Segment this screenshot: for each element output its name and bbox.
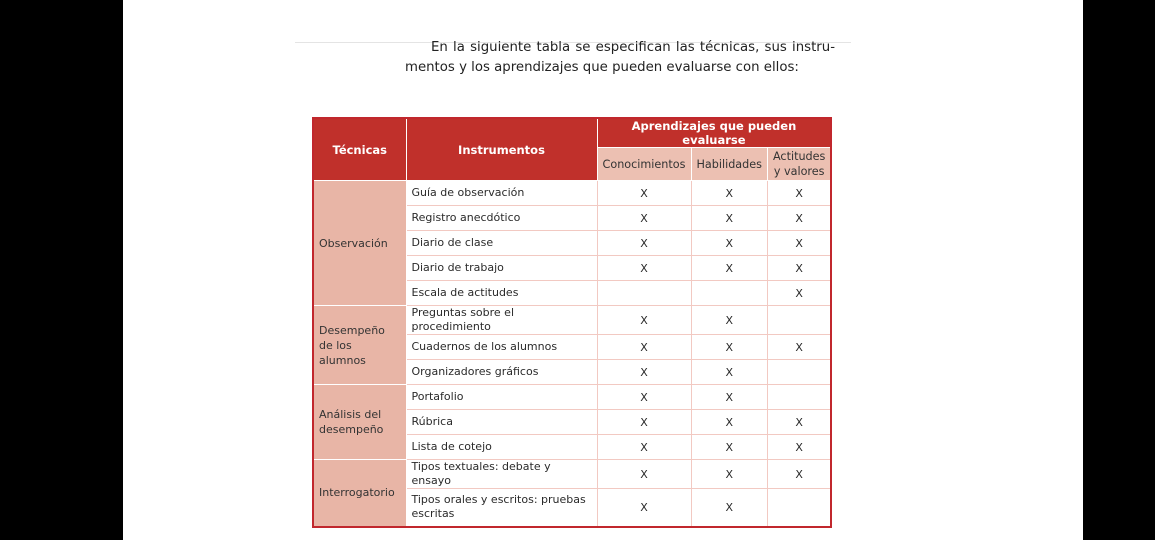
instrument-cell: Escala de actitudes	[406, 281, 597, 306]
attitudes-mark: X	[767, 256, 831, 281]
attitudes-mark: X	[767, 410, 831, 435]
knowledge-mark: X	[597, 231, 691, 256]
attitudes-mark: X	[767, 206, 831, 231]
attitudes-mark: X	[767, 281, 831, 306]
instrument-cell: Portafolio	[406, 385, 597, 410]
instrument-cell: Registro anecdótico	[406, 206, 597, 231]
attitudes-mark	[767, 489, 831, 527]
instrument-cell: Preguntas sobre el procedimiento	[406, 306, 597, 335]
skills-mark: X	[691, 206, 767, 231]
attitudes-mark: X	[767, 231, 831, 256]
skills-mark: X	[691, 231, 767, 256]
attitudes-mark	[767, 306, 831, 335]
instrument-cell: Lista de cotejo	[406, 435, 597, 460]
knowledge-mark: X	[597, 435, 691, 460]
header-attitudes: Actitudes y valores	[767, 148, 831, 181]
knowledge-mark: X	[597, 256, 691, 281]
knowledge-mark: X	[597, 410, 691, 435]
attitudes-mark: X	[767, 181, 831, 206]
skills-mark: X	[691, 410, 767, 435]
table-row	[313, 306, 831, 335]
knowledge-mark: X	[597, 360, 691, 385]
table-row	[313, 385, 831, 410]
table-row	[313, 460, 831, 489]
instrument-cell: Diario de trabajo	[406, 256, 597, 281]
intro-paragraph	[405, 38, 835, 78]
knowledge-mark: X	[597, 206, 691, 231]
skills-mark: X	[691, 435, 767, 460]
technique-cell: Análisis del desempeño	[313, 385, 406, 460]
attitudes-mark	[767, 385, 831, 410]
table-body	[313, 181, 831, 527]
skills-mark: X	[691, 181, 767, 206]
knowledge-mark: X	[597, 460, 691, 489]
intro-line-1: En la siguiente tabla se especifican las técnicas, sus instru-	[431, 40, 835, 55]
instrument-cell: Organizadores gráficos	[406, 360, 597, 385]
instrument-cell: Guía de observación	[406, 181, 597, 206]
technique-cell: Observación	[313, 181, 406, 306]
knowledge-mark: X	[597, 335, 691, 360]
skills-mark: X	[691, 335, 767, 360]
skills-mark: X	[691, 306, 767, 335]
instrument-cell: Cuadernos de los alumnos	[406, 335, 597, 360]
skills-mark: X	[691, 360, 767, 385]
skills-mark: X	[691, 489, 767, 527]
header-techniques: Técnicas	[313, 118, 406, 181]
skills-mark	[691, 281, 767, 306]
knowledge-mark: X	[597, 306, 691, 335]
attitudes-mark: X	[767, 435, 831, 460]
technique-cell: Interrogatorio	[313, 460, 406, 527]
attitudes-mark	[767, 360, 831, 385]
knowledge-mark: X	[597, 181, 691, 206]
technique-cell: Desempeño de los alumnos	[313, 306, 406, 385]
instrument-cell: Tipos orales y escritos: pruebas escritas	[406, 489, 597, 527]
skills-mark: X	[691, 385, 767, 410]
attitudes-mark: X	[767, 335, 831, 360]
knowledge-mark	[597, 281, 691, 306]
knowledge-mark: X	[597, 385, 691, 410]
instrument-cell: Diario de clase	[406, 231, 597, 256]
instrument-cell: Tipos textuales: debate y ensayo	[406, 460, 597, 489]
intro-line-2: mentos y los aprendizajes que pueden evaluarse con ellos:	[405, 60, 799, 75]
header-knowledge: Conocimientos	[597, 148, 691, 181]
header-skills: Habilidades	[691, 148, 767, 181]
document-page	[123, 0, 1083, 540]
instrument-cell: Rúbrica	[406, 410, 597, 435]
knowledge-mark: X	[597, 489, 691, 527]
skills-mark: X	[691, 256, 767, 281]
header-learnings: Aprendizajes que pueden evaluarse	[597, 118, 831, 148]
evaluation-table	[312, 117, 832, 528]
attitudes-mark: X	[767, 460, 831, 489]
header-instruments: Instrumentos	[406, 118, 597, 181]
table-row	[313, 181, 831, 206]
skills-mark: X	[691, 460, 767, 489]
